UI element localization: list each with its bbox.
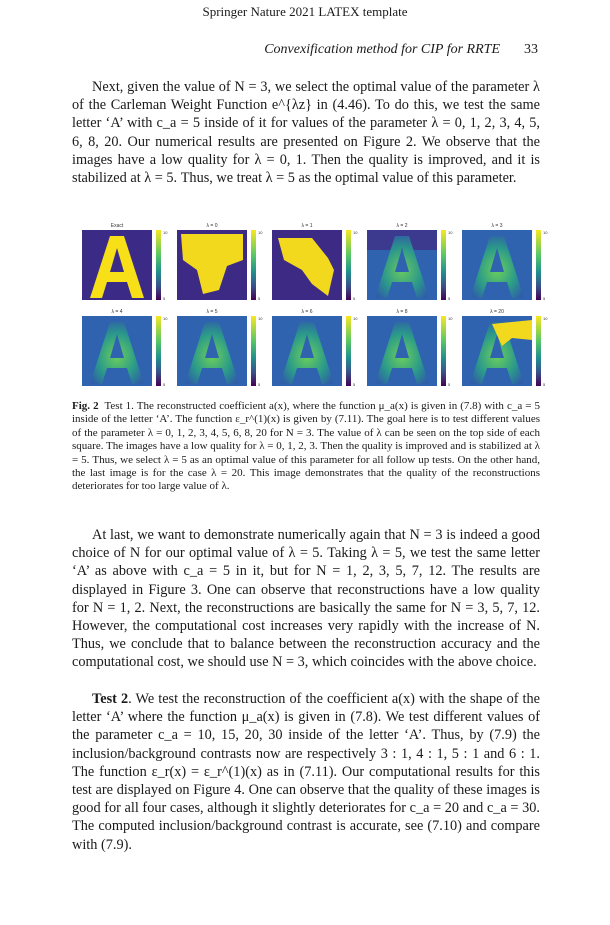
tile-title: λ = 8 bbox=[396, 309, 408, 315]
colorbar-min-label: 5 bbox=[543, 296, 546, 301]
figure-tile bbox=[462, 309, 548, 387]
figure-tile bbox=[367, 223, 453, 301]
colorbar-min-label: 5 bbox=[448, 382, 451, 387]
colorbar bbox=[156, 316, 161, 386]
paragraph-lambda-selection bbox=[72, 78, 540, 187]
tile-title: λ = 1 bbox=[301, 223, 313, 229]
tile-title: λ = 5 bbox=[206, 309, 218, 315]
figure-tile bbox=[82, 309, 168, 387]
tile-title: λ = 4 bbox=[111, 309, 123, 315]
colorbar-max-label: 10 bbox=[163, 316, 168, 321]
colorbar-min-label: 5 bbox=[163, 296, 166, 301]
colorbar bbox=[251, 316, 256, 386]
paragraph-text: Next, given the value of N = 3, we select the optimal value of the parameter λ of the Carleman Weight Function e^{λz} in (4.46). To do this, we test the same letter ‘A’ with c_a = 5 inside of it for values of the parameter λ = 0, 1, 2, 3, 4, 5, 6, 8, 20. Our numerical results are presented on Figure 2. We observe that the images have a low quality for λ = 0, 1. Then the quality is improved, and it is stabilized at λ = 5. Thus, we treat λ = 5 as the optimal value of this parameter. bbox=[72, 79, 540, 187]
figure-tile bbox=[82, 223, 168, 301]
colorbar-min-label: 5 bbox=[353, 382, 356, 387]
caption-label: Fig. 2 bbox=[72, 400, 99, 412]
colorbar-max-label: 10 bbox=[543, 230, 548, 235]
colorbar-max-label: 10 bbox=[448, 316, 453, 321]
colorbar bbox=[156, 230, 161, 300]
colorbar-max-label: 10 bbox=[543, 316, 548, 321]
tile-title: λ = 20 bbox=[490, 309, 504, 315]
colorbar bbox=[346, 316, 351, 386]
colorbar-max-label: 10 bbox=[258, 316, 263, 321]
colorbar-min-label: 5 bbox=[353, 296, 356, 301]
colorbar-min-label: 5 bbox=[258, 296, 261, 301]
colorbar bbox=[441, 316, 446, 386]
paragraph-text: Test 2. We test the reconstruction of the coefficient a(x) with the shape of the letter ‘A’ where the function μ_a(x) is given in (7.8). We test different values of the parameter c_a = 10, 15, 20, 30 inside of the letter ‘A’. Thus, by (7.9) the inclusion/background contrasts now are respectively 3 : 1, 4 : 1, 5 : 1 and 6 : 1. The function ε_r(x) = ε_r^(1)(x) as in (7.11). Our computational results for this test are displayed on Figure 4. One can observe that the quality of these images is good for all four cases, although it slightly deteriorates for c_a = 20 and c_a = 30. The computed inclusion/background contrast is accurate, see (7.10) and compare with (7.9). bbox=[72, 691, 541, 853]
tile-title: λ = 0 bbox=[206, 223, 218, 229]
colorbar-max-label: 10 bbox=[353, 230, 358, 235]
colorbar-max-label: 10 bbox=[448, 230, 453, 235]
figure-caption bbox=[72, 400, 540, 494]
colorbar bbox=[441, 230, 446, 300]
colorbar-min-label: 5 bbox=[448, 296, 451, 301]
tile-title: λ = 3 bbox=[491, 223, 503, 229]
figure-tile bbox=[177, 309, 263, 387]
running-head-title: Convexification method for CIP for RRTE bbox=[264, 42, 500, 57]
tile-title: λ = 6 bbox=[301, 309, 313, 315]
test-2-label: Test 2 bbox=[92, 691, 129, 707]
figure-tile bbox=[177, 223, 263, 301]
colorbar-min-label: 5 bbox=[163, 382, 166, 387]
figure-tile bbox=[367, 309, 453, 387]
figure-tile bbox=[272, 309, 358, 387]
colorbar-max-label: 10 bbox=[258, 230, 263, 235]
paragraph-test-2 bbox=[72, 690, 540, 854]
figure-2-panels bbox=[80, 218, 550, 393]
tile-title: λ = 2 bbox=[396, 223, 408, 229]
page-number: 33 bbox=[524, 42, 538, 57]
paragraph-text: At last, we want to demonstrate numerically again that N = 3 is indeed a good choice of N for our optimal value of λ = 5. Taking λ = 5, we test the same letter ‘A’ as above with c_a = 5 in it, but for N = 1, 2, 3, 5, 7, 12. The results are displayed in Figure 3. One can observe that reconstructions have a low quality for N = 1, 2. Next, the reconstructions are basically the same for N = 3, 5, 7, 12. However, the computational cost increases very rapidly with the increase of N. Thus, we conclude that to balance between the reconstruction accuracy and the computational cost, we should use N = 3, which coincides with the above choice. bbox=[72, 527, 540, 671]
colorbar bbox=[251, 230, 256, 300]
figure-tile bbox=[272, 223, 358, 301]
caption-text: Test 1. The reconstructed coefficient a(x), where the function μ_a(x) is given in (7.8) with c_a = 5 inside of the letter ‘A’. The function ε_r^(1)(x) is given by (7.11). The goal here is to test different values of the parameter λ = 0, 1, 2, 3, 4, 5, 6, 8, 20 for N = 3. The value of λ can be seen on the top side of each square. The images have a low quality for λ = 0, 1, 2, 3. Then the quality is improved and is stabilized at λ = 5. Thus, we select λ = 5 as an optimal value of this parameter for all follow up tests. On the other hand, the last image is for the case λ = 20. This image demonstrates that the quality of the reconstructions deteriorates for too large value of λ. bbox=[72, 400, 540, 493]
paragraph-n-choice bbox=[72, 526, 540, 672]
colorbar-min-label: 5 bbox=[543, 382, 546, 387]
colorbar-min-label: 5 bbox=[258, 382, 261, 387]
colorbar bbox=[346, 230, 351, 300]
colorbar-max-label: 10 bbox=[353, 316, 358, 321]
tile-title: Exact bbox=[110, 223, 124, 229]
colorbar bbox=[536, 230, 541, 300]
figure-2 bbox=[80, 218, 550, 393]
colorbar bbox=[536, 316, 541, 386]
journal-header: Springer Nature 2021 LATEX template bbox=[202, 4, 408, 19]
figure-tile bbox=[462, 223, 548, 301]
colorbar-max-label: 10 bbox=[163, 230, 168, 235]
